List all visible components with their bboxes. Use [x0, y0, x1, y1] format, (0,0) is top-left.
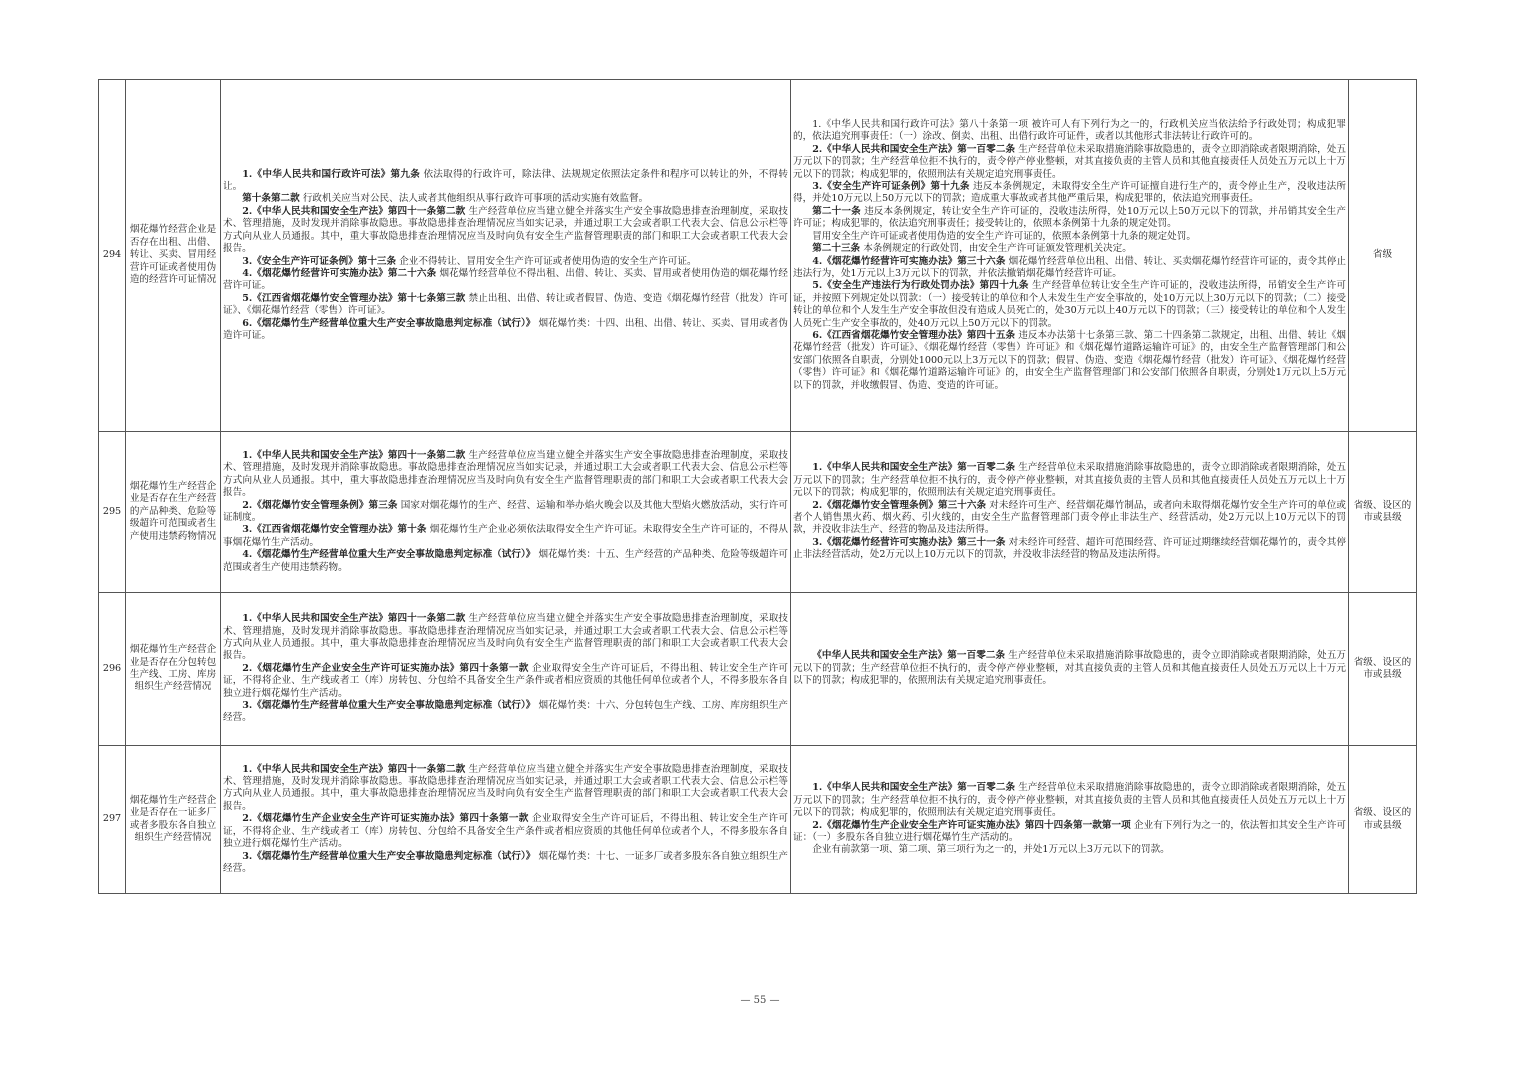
clause-paragraph: [223, 613, 788, 663]
clause-paragraph: [793, 782, 1346, 819]
clause-paragraph: [223, 813, 788, 850]
inspection-item: 烟花爆竹生产经营企业是否存在分包转包生产线、工房、库房组织生产经营情况: [126, 593, 221, 746]
clause-paragraph: [793, 256, 1346, 281]
law-reference: 2.《烟花爆竹安全管理条例》第三条: [242, 499, 398, 511]
law-reference: 3.《烟花爆竹经营许可实施办法》第三十一条: [812, 536, 1006, 548]
law-reference: 第十条第二款: [242, 193, 300, 205]
law-reference: 4.《烟花爆竹经营许可实施办法》第三十六条: [812, 255, 1006, 267]
page-number: — 55 —: [740, 995, 780, 1006]
law-reference: 1.《中华人民共和国安全生产法》第四十一条第二款: [242, 763, 466, 775]
law-reference: 2.《烟花爆竹生产企业安全生产许可证实施办法》第四十条第一款: [242, 662, 529, 674]
clause-paragraph: [793, 820, 1346, 845]
clause-paragraph: [793, 181, 1346, 206]
law-reference: 2.《烟花爆竹生产企业安全生产许可证实施办法》第四十条第一款: [242, 813, 529, 825]
law-reference: 2.《烟花爆竹安全管理条例》第三十六条: [812, 499, 987, 511]
clause-text: 生产经营单位应当建立健全并落实生产安全事故隐患排查治理制度，采取技术、管理措施，及时发现并消除事故隐患。事故隐患排查治理情况应当如实记录，并通过职工大会或者职工代表大会、信息公示栏等方式向从业人员通报。其中，重大事故隐患排查治理情况应当及时向负有安全生产监督管理职责的部门和职工大会或者职工代表大会报告。: [223, 449, 788, 499]
row-number: 296: [99, 593, 126, 746]
law-reference: 1.《中华人民共和国安全生产法》第四十一条第二款: [242, 449, 466, 461]
law-reference: 1.《中华人民共和国安全生产法》第四十一条第二款: [242, 613, 466, 625]
law-reference: 3.《烟花爆竹生产经营单位重大生产安全事故隐患判定标准（试行）》: [242, 700, 536, 712]
clause-text: 1.《中华人民共和国行政许可法》第八十条第一项 被许可人有下列行为之一的，行政机关应当依法给予行政处罚；构成犯罪的，依法追究刑事责任：（一）涂改、倒卖、出租、出借行政许可证件，或者以其他形式非法转让行政许可的。: [793, 119, 1346, 143]
law-reference: 2.《烟花爆竹生产企业安全生产许可证实施办法》第四十四条第一款第一项: [812, 819, 1131, 831]
enforcement-level: 省级、设区的市或县级: [1349, 746, 1417, 894]
clause-paragraph: [223, 169, 788, 194]
clause-text: 违反本条例规定，未取得安全生产许可证擅自进行生产的，责令停止生产，没收违法所得，并处10万元以上50万元以下的罚款；造成重大事故或者其他严重后果，构成犯罪的，依法追究刑事责任。: [793, 181, 1346, 205]
legal-basis-cell: [221, 593, 791, 746]
clause-text: 禁止出租、出借、转让或者假冒、伪造、变造《烟花爆竹经营（批发）许可证》、《烟花爆竹经营（零售）许可证》。: [223, 292, 788, 317]
law-reference: 3.《烟花爆竹生产经营单位重大生产安全事故隐患判定标准（试行）》: [242, 850, 536, 862]
clause-paragraph: [223, 764, 788, 814]
clause-text: 烟花爆竹经营单位不得出租、出借、转让、买卖、冒用或者使用伪造的烟花爆竹经营许可证。: [223, 267, 788, 292]
law-reference: 2.《中华人民共和国安全生产法》第一百零二条: [812, 143, 1016, 155]
law-reference: 1.《中华人民共和国行政许可法》第九条: [242, 168, 421, 180]
law-reference: 2.《中华人民共和国安全生产法》第四十一条第二款: [242, 205, 466, 217]
clause-text: 本条例规定的行政处罚，由安全生产许可证颁发管理机关决定。: [863, 243, 1132, 255]
clause-paragraph: [223, 524, 788, 549]
clause-paragraph: [223, 500, 788, 525]
clause-text: 冒用安全生产许可证或者使用伪造的安全生产许可证的，依照本条例第十九条的规定处罚。: [812, 230, 1196, 242]
penalty-basis-cell: [791, 432, 1349, 593]
legal-basis-cell: [221, 80, 791, 432]
clause-text: 烟花爆竹类：十四、出租、出借、转让、买卖、冒用或者伪造许可证。: [223, 317, 788, 341]
clause-text: 企业不得转让、冒用安全生产许可证或者使用伪造的安全生产许可证。: [399, 255, 697, 267]
clause-paragraph: [793, 500, 1346, 537]
clause-text: 生产经营单位未采取措施消除事故隐患的，责令立即消除或者限期消除，处五万元以下的罚款；生产经营单位拒不执行的，责令停产停业整顿，对其直接负责的主管人员和其他直接责任人员处五万元以上十万元以下的罚款；构成犯罪的，依照刑法有关规定追究刑事责任。: [793, 650, 1346, 687]
clause-text: 烟花爆竹类：十五、生产经营的产品种类、危险等级超许可范围或者生产使用违禁药物。: [223, 549, 788, 573]
law-reference: 6.《江西省烟花爆竹安全管理办法》第四十五条: [812, 329, 1016, 341]
enforcement-level: 省级、设区的市或县级: [1349, 593, 1417, 746]
clause-text: 企业取得安全生产许可证后，不得出租、转让安全生产许可证，不得将企业、生产线或者工（库）房转包、分包给不具备安全生产条件或者相应资质的其他任何单位或者个人，不得多股东各自独立进行烟花爆竹生产活动。: [223, 662, 789, 699]
law-reference: 6.《烟花爆竹生产经营单位重大生产安全事故隐患判定标准（试行）》: [242, 317, 536, 329]
clause-text: 对未经许可生产、经营烟花爆竹制品，或者向未取得烟花爆竹安全生产许可的单位或者个人销售黑火药、烟火药、引火线的，由安全生产监督管理部门责令停止非法生产、经营活动，处2万元以上10万元以下的罚款，并没收非法生产、经营的物品及违法所得。: [793, 499, 1346, 536]
clause-paragraph: [223, 256, 788, 268]
clause-paragraph: [793, 330, 1346, 392]
clause-paragraph: [223, 268, 788, 293]
clause-paragraph: [223, 450, 788, 500]
penalty-basis-cell: [791, 80, 1349, 432]
table-row: [99, 432, 1417, 593]
clause-paragraph: [223, 293, 788, 318]
clause-paragraph: [793, 119, 1346, 144]
clause-text: 生产经营单位应当建立健全并落实生产安全事故隐患排查治理制度，采取技术、管理措施，及时发现并消除事故隐患。事故隐患排查治理情况应当如实记录，并通过职工大会或者职工代表大会、信息公示栏等方式向从业人员通报。其中，重大事故隐患排查治理情况应当及时向负有安全生产监督管理职责的部门和职工大会或者职工代表大会报告。: [223, 763, 788, 812]
clause-paragraph: [223, 851, 788, 876]
clause-text: 企业取得安全生产许可证后，不得出租、转让安全生产许可证，不得将企业、生产线或者工（库）房转包、分包给不具备安全生产条件或者相应资质的其他任何单位或者个人，不得多股东各自独立进行烟花爆竹生产活动。: [223, 813, 789, 850]
clause-paragraph: [793, 462, 1346, 499]
penalty-basis-cell: [791, 746, 1349, 894]
clause-text: 烟花爆竹生产企业必须依法取得安全生产许可证。未取得安全生产许可证的，不得从事烟花爆竹生产活动。: [223, 524, 788, 548]
clause-paragraph: [793, 206, 1346, 231]
clause-paragraph: [223, 206, 788, 256]
clause-text: 生产经营单位应当建立健全并落实生产安全事故隐患排查治理制度，采取技术、管理措施，及时发现并消除事故隐患。事故隐患排查治理情况应当如实记录，并通过职工大会或者职工代表大会、信息公示栏等方式向从业人员通报。其中，重大事故隐患排查治理情况应当及时向负有安全生产监督管理职责的部门和职工大会或者职工代表大会报告。: [223, 205, 788, 255]
clause-text: 烟花爆竹经营单位出租、出借、转让、买卖烟花爆竹经营许可证的，责令其停止违法行为，处1万元以上3万元以下的罚款，并依法撤销烟花爆竹经营许可证。: [793, 255, 1347, 279]
clause-paragraph: [223, 549, 788, 574]
clause-text: 生产经营单位未采取措施消除事故隐患的，责令立即消除或者限期消除，处五万元以下的罚款；生产经营单位拒不执行的，责令停产停业整顿，对其直接负责的主管人员和其他直接责任人员处五万元以上十万元以下的罚款；构成犯罪的，依照刑法有关规定追究刑事责任。: [793, 782, 1347, 819]
law-reference: 4.《烟花爆竹经营许可实施办法》第二十六条: [242, 267, 437, 279]
table-row: [99, 593, 1417, 746]
clause-paragraph: [793, 144, 1346, 181]
inspection-item: 烟花爆竹生产经营企业是否存在生产经营的产品种类、危险等级超许可范围或者生产使用违禁药物情况: [126, 432, 221, 593]
law-reference: 3.《江西省烟花爆竹安全管理办法》第十条: [242, 524, 427, 536]
clause-text: 生产经营单位应当建立健全并落实生产安全事故隐患排查治理制度，采取技术、管理措施，及时发现并消除事故隐患。事故隐患排查治理情况应当如实记录，并通过职工大会或者职工代表大会、信息公示栏等方式向从业人员通报。其中，重大事故隐患排查治理情况应当及时向负有安全生产监督管理职责的部门和职工大会或者职工代表大会报告。: [223, 613, 788, 662]
clause-paragraph: [793, 650, 1346, 687]
enforcement-level: 省级、设区的市或县级: [1349, 432, 1417, 593]
clause-text: 违反本条例规定，转让安全生产许可证的，没收违法所得，处10万元以上50万元以下的罚款，并吊销其安全生产许可证；构成犯罪的，依法追究刑事责任；接受转让的，依照本条例第十九条的规定处罚。: [793, 205, 1347, 230]
clause-paragraph: [223, 663, 788, 700]
law-reference: 1.《中华人民共和国安全生产法》第一百零二条: [812, 782, 1016, 794]
clause-text: 企业有下列行为之一的，依法暂扣其安全生产许可证：（一）多股东各自独立进行烟花爆竹生产活动的。: [793, 819, 1347, 843]
clause-text: 违反本办法第十七条第三款、第二十四条第二款规定，出租、出借、转让《烟花爆竹经营（批发）许可证》、《烟花爆竹经营（零售）许可证》和《烟花爆竹道路运输许可证》的，由安全生产监督管理部门和公安部门依照各自职责，分别处1000元以上3万元以下的罚款；假冒、伪造、变造《烟花爆竹经营（批发）许可证》、《烟花爆竹经营（零售）许可证》和《烟花爆竹道路运输许可证》的，由安全生产监督管理部门和公安部门依照各自职责，分别处1万元以上5万元以下的罚款，并收缴假冒、伪造、变造的许可证。: [793, 329, 1347, 391]
clause-paragraph: [793, 243, 1346, 255]
clause-text: 烟花爆竹类：十六、分包转包生产线、工房、库房组织生产经营。: [223, 700, 788, 724]
clause-text: 企业有前款第一项、第二项、第三项行为之一的，并处1万元以上3万元以下的罚款。: [812, 844, 1170, 856]
row-number: 294: [99, 80, 126, 432]
table-row: [99, 746, 1417, 894]
clause-paragraph: [223, 193, 788, 205]
inspection-table: [98, 79, 1417, 894]
law-reference: 3.《安全生产许可证条例》第十三条: [242, 255, 397, 267]
table-row: [99, 80, 1417, 432]
inspection-item: 烟花爆竹生产经营企业是否存在一证多厂或者多股东各自独立组织生产经营情况: [126, 746, 221, 894]
legal-basis-cell: [221, 746, 791, 894]
clause-paragraph: [793, 844, 1346, 856]
clause-text: 国家对烟花爆竹的生产、经营、运输和举办焰火晚会以及其他大型焰火燃放活动，实行许可证制度。: [223, 499, 788, 523]
law-reference: 1.《中华人民共和国安全生产法》第一百零二条: [812, 462, 1016, 474]
penalty-basis-cell: [791, 593, 1349, 746]
legal-basis-cell: [221, 432, 791, 593]
clause-text: 生产经营单位未采取措施消除事故隐患的，责令立即消除或者限期消除，处五万元以下的罚款；生产经营单位拒不执行的，责令停产停业整顿，对其直接负责的主管人员和其他直接责任人员处五万元以上十万元以下的罚款；构成犯罪的，依照刑法有关规定追究刑事责任。: [793, 462, 1347, 499]
clause-paragraph: [793, 231, 1346, 243]
law-reference: 3.《安全生产许可证条例》第十九条: [812, 181, 970, 193]
law-reference: 第二十三条: [812, 243, 861, 255]
law-reference: 《中华人民共和国安全生产法》第一百零二条: [812, 650, 1006, 662]
clause-text: 依法取得的行政许可，除法律、法规规定依照法定条件和程序可以转让的外，不得转让。: [223, 168, 789, 193]
row-number: 295: [99, 432, 126, 593]
clause-paragraph: [223, 318, 788, 343]
clause-paragraph: [793, 280, 1346, 330]
clause-text: 生产经营单位未采取措施消除事故隐患的，责令立即消除或者限期消除，处五万元以下的罚款；生产经营单位拒不执行的，责令停产停业整顿，对其直接负责的主管人员和其他直接责任人员处五万元以上十万元以下的罚款；构成犯罪的，依照刑法有关规定追究刑事责任。: [793, 143, 1347, 180]
law-reference: 5.《江西省烟花爆竹安全管理办法》第十七条第三款: [242, 292, 466, 304]
law-reference: 第二十一条: [812, 205, 861, 217]
law-reference: 5.《安全生产违法行为行政处罚办法》第四十九条: [812, 280, 1029, 292]
clause-paragraph: [793, 537, 1346, 562]
clause-text: 行政机关应当对公民、法人或者其他组织从事行政许可事项的活动实施有效监督。: [302, 193, 649, 205]
clause-paragraph: [223, 700, 788, 725]
clause-text: 烟花爆竹类：十七、一证多厂或者多股东各自独立组织生产经营。: [223, 850, 788, 874]
enforcement-level: 省级: [1349, 80, 1417, 432]
clause-text: 生产经营单位转让安全生产许可证的，没收违法所得，吊销安全生产许可证，并按照下列规定处以罚款：（一）接受转让的单位和个人未发生生产安全事故的，处10万元以上30万元以下的罚款；（二）接受转让的单位和个人发生生产安全事故但没有造成人员死亡的，处30万元以上40万元以下的罚款；（三）接受转让的单位和个人发生人员死亡生产安全事故的，处40万元以上50万元以下的罚款。: [793, 280, 1346, 329]
clause-text: 对未经许可经营、超许可范围经营、许可证过期继续经营烟花爆竹的，责令其停止非法经营活动，处2万元以上10万元以下的罚款，并没收非法经营的物品及违法所得。: [793, 536, 1347, 561]
law-reference: 4.《烟花爆竹生产经营单位重大生产安全事故隐患判定标准（试行）》: [242, 549, 536, 561]
row-number: 297: [99, 746, 126, 894]
inspection-item: 烟花爆竹经营企业是否存在出租、出借、转让、买卖、冒用经营许可证或者使用伪造的经营许可证情况: [126, 80, 221, 432]
